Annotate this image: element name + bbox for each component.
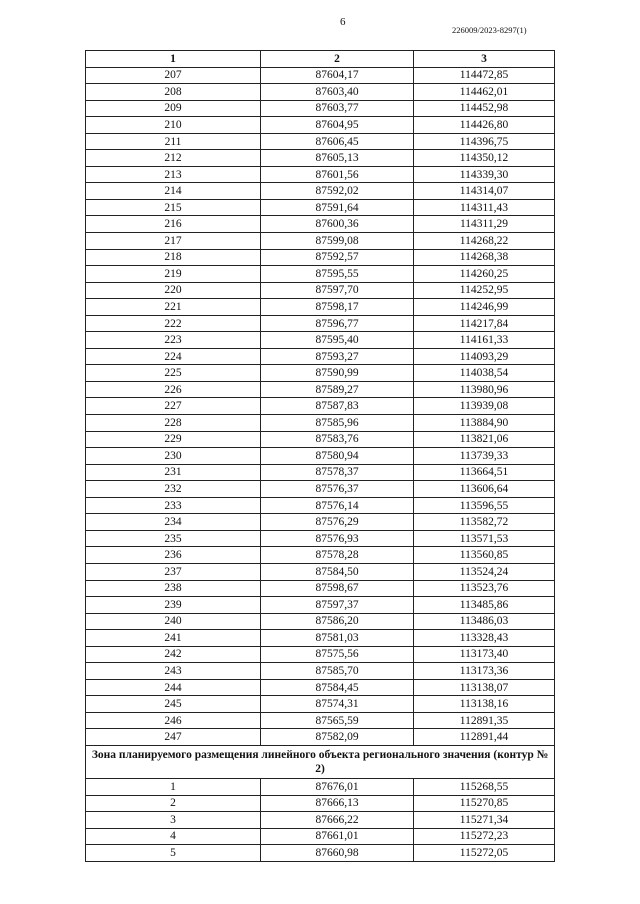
point-number-cell: 244 [86,679,261,696]
point-number-cell: 218 [86,249,261,266]
x-coordinate-cell: 87590,99 [261,365,414,382]
y-coordinate-cell: 114452,98 [414,100,555,117]
x-coordinate-cell: 87604,17 [261,67,414,84]
point-number-cell: 242 [86,646,261,663]
y-coordinate-cell: 113571,53 [414,530,555,547]
point-number-cell: 217 [86,233,261,250]
y-coordinate-cell: 114038,54 [414,365,555,382]
table-row [86,795,555,812]
y-coordinate-cell: 114311,29 [414,216,555,233]
point-number-cell: 237 [86,563,261,580]
x-coordinate-cell: 87587,83 [261,398,414,415]
table-row [86,199,555,216]
y-coordinate-cell: 114311,43 [414,199,555,216]
point-number-cell: 230 [86,448,261,465]
point-number-cell: 222 [86,315,261,332]
table-row [86,497,555,514]
x-coordinate-cell: 87604,95 [261,117,414,134]
x-coordinate-cell: 87593,27 [261,348,414,365]
y-coordinate-cell: 113739,33 [414,448,555,465]
table-row [86,117,555,134]
x-coordinate-cell: 87578,37 [261,464,414,481]
y-coordinate-cell: 114426,80 [414,117,555,134]
y-coordinate-cell: 114472,85 [414,67,555,84]
y-coordinate-cell: 113821,06 [414,431,555,448]
table-row [86,646,555,663]
point-number-cell: 226 [86,381,261,398]
table-row [86,348,555,365]
section-header-row [86,745,555,778]
table-row [86,845,555,862]
x-coordinate-cell: 87603,40 [261,84,414,101]
point-number-cell: 239 [86,597,261,614]
table-row [86,150,555,167]
point-number-cell: 221 [86,299,261,316]
y-coordinate-cell: 113173,40 [414,646,555,663]
table-row [86,332,555,349]
y-coordinate-cell: 115272,23 [414,828,555,845]
y-coordinate-cell: 113884,90 [414,415,555,432]
y-coordinate-cell: 113560,85 [414,547,555,564]
y-coordinate-cell: 112891,44 [414,729,555,746]
section-title: Зона планируемого размещения линейного объекта регионального значения (контур № 2) [86,745,555,778]
x-coordinate-cell: 87576,14 [261,497,414,514]
x-coordinate-cell: 87606,45 [261,133,414,150]
point-number-cell: 220 [86,282,261,299]
point-number-cell: 232 [86,481,261,498]
table-row [86,249,555,266]
x-coordinate-cell: 87576,93 [261,530,414,547]
point-number-cell: 225 [86,365,261,382]
point-number-cell: 238 [86,580,261,597]
y-coordinate-cell: 114396,75 [414,133,555,150]
x-coordinate-cell: 87584,45 [261,679,414,696]
x-coordinate-cell: 87583,76 [261,431,414,448]
point-number-cell: 216 [86,216,261,233]
y-coordinate-cell: 115268,55 [414,778,555,795]
table-row [86,365,555,382]
table-row [86,233,555,250]
point-number-cell: 235 [86,530,261,547]
x-coordinate-cell: 87565,59 [261,712,414,729]
x-coordinate-cell: 87589,27 [261,381,414,398]
x-coordinate-cell: 87595,40 [261,332,414,349]
point-number-cell: 233 [86,497,261,514]
y-coordinate-cell: 114462,01 [414,84,555,101]
table-row [86,266,555,283]
table-row [86,696,555,713]
y-coordinate-cell: 115270,85 [414,795,555,812]
y-coordinate-cell: 114161,33 [414,332,555,349]
x-coordinate-cell: 87584,50 [261,563,414,580]
y-coordinate-cell: 113664,51 [414,464,555,481]
x-coordinate-cell: 87597,37 [261,597,414,614]
y-coordinate-cell: 114350,12 [414,150,555,167]
table-row [86,299,555,316]
table-row [86,630,555,647]
table-row [86,166,555,183]
x-coordinate-cell: 87576,29 [261,514,414,531]
point-number-cell: 236 [86,547,261,564]
y-coordinate-cell: 113173,36 [414,663,555,680]
table-row [86,315,555,332]
point-number-cell: 5 [86,845,261,862]
x-coordinate-cell: 87601,56 [261,166,414,183]
y-coordinate-cell: 113138,16 [414,696,555,713]
y-coordinate-cell: 113582,72 [414,514,555,531]
point-number-cell: 247 [86,729,261,746]
table-row [86,514,555,531]
y-coordinate-cell: 114217,84 [414,315,555,332]
table-row [86,481,555,498]
table-row [86,381,555,398]
x-coordinate-cell: 87676,01 [261,778,414,795]
table-row [86,398,555,415]
y-coordinate-cell: 113523,76 [414,580,555,597]
x-coordinate-cell: 87575,56 [261,646,414,663]
table-header-row [86,51,555,68]
table-row [86,431,555,448]
y-coordinate-cell: 114093,29 [414,348,555,365]
point-number-cell: 241 [86,630,261,647]
x-coordinate-cell: 87605,13 [261,150,414,167]
y-coordinate-cell: 113486,03 [414,613,555,630]
x-coordinate-cell: 87591,64 [261,199,414,216]
point-number-cell: 228 [86,415,261,432]
x-coordinate-cell: 87599,08 [261,233,414,250]
point-number-cell: 245 [86,696,261,713]
table-row [86,100,555,117]
y-coordinate-cell: 114252,95 [414,282,555,299]
x-coordinate-cell: 87598,67 [261,580,414,597]
x-coordinate-cell: 87595,55 [261,266,414,283]
table-row [86,67,555,84]
page-number: 6 [340,16,346,28]
point-number-cell: 215 [86,199,261,216]
point-number-cell: 209 [86,100,261,117]
x-coordinate-cell: 87598,17 [261,299,414,316]
x-coordinate-cell: 87603,77 [261,100,414,117]
x-coordinate-cell: 87574,31 [261,696,414,713]
x-coordinate-cell: 87580,94 [261,448,414,465]
y-coordinate-cell: 113524,24 [414,563,555,580]
x-coordinate-cell: 87581,03 [261,630,414,647]
y-coordinate-cell: 113596,55 [414,497,555,514]
point-number-cell: 1 [86,778,261,795]
column-header-3: 3 [414,51,555,68]
y-coordinate-cell: 114260,25 [414,266,555,283]
point-number-cell: 246 [86,712,261,729]
point-number-cell: 208 [86,84,261,101]
table-row [86,183,555,200]
table-row [86,415,555,432]
x-coordinate-cell: 87596,77 [261,315,414,332]
table-row [86,216,555,233]
x-coordinate-cell: 87592,02 [261,183,414,200]
x-coordinate-cell: 87585,96 [261,415,414,432]
column-header-1: 1 [86,51,261,68]
y-coordinate-cell: 113606,64 [414,481,555,498]
point-number-cell: 223 [86,332,261,349]
y-coordinate-cell: 113939,08 [414,398,555,415]
point-number-cell: 211 [86,133,261,150]
x-coordinate-cell: 87666,13 [261,795,414,812]
point-number-cell: 231 [86,464,261,481]
document-id: 226009/2023-8297(1) [452,25,527,35]
point-number-cell: 2 [86,795,261,812]
table-row [86,712,555,729]
table-row [86,828,555,845]
point-number-cell: 214 [86,183,261,200]
point-number-cell: 210 [86,117,261,134]
table-body-contour-1 [86,67,555,745]
point-number-cell: 229 [86,431,261,448]
table-row [86,729,555,746]
table-row [86,84,555,101]
table-row [86,580,555,597]
table-row [86,448,555,465]
section-header-body [86,745,555,778]
x-coordinate-cell: 87597,70 [261,282,414,299]
y-coordinate-cell: 114268,38 [414,249,555,266]
point-number-cell: 234 [86,514,261,531]
table-row [86,613,555,630]
x-coordinate-cell: 87582,09 [261,729,414,746]
y-coordinate-cell: 114339,30 [414,166,555,183]
y-coordinate-cell: 112891,35 [414,712,555,729]
column-header-2: 2 [261,51,414,68]
x-coordinate-cell: 87666,22 [261,812,414,829]
point-number-cell: 4 [86,828,261,845]
table-row [86,597,555,614]
point-number-cell: 219 [86,266,261,283]
x-coordinate-cell: 87576,37 [261,481,414,498]
table-row [86,547,555,564]
y-coordinate-cell: 115271,34 [414,812,555,829]
table-row [86,133,555,150]
y-coordinate-cell: 114268,22 [414,233,555,250]
table-row [86,778,555,795]
y-coordinate-cell: 113328,43 [414,630,555,647]
x-coordinate-cell: 87592,57 [261,249,414,266]
table-body-contour-2 [86,778,555,861]
point-number-cell: 240 [86,613,261,630]
table-row [86,679,555,696]
x-coordinate-cell: 87600,36 [261,216,414,233]
point-number-cell: 3 [86,812,261,829]
x-coordinate-cell: 87660,98 [261,845,414,862]
y-coordinate-cell: 114246,99 [414,299,555,316]
table-row [86,530,555,547]
table-row [86,464,555,481]
x-coordinate-cell: 87586,20 [261,613,414,630]
y-coordinate-cell: 113138,07 [414,679,555,696]
table-row [86,563,555,580]
table-row [86,282,555,299]
point-number-cell: 213 [86,166,261,183]
point-number-cell: 224 [86,348,261,365]
x-coordinate-cell: 87661,01 [261,828,414,845]
table-row [86,812,555,829]
point-number-cell: 243 [86,663,261,680]
point-number-cell: 212 [86,150,261,167]
y-coordinate-cell: 114314,07 [414,183,555,200]
y-coordinate-cell: 113980,96 [414,381,555,398]
point-number-cell: 227 [86,398,261,415]
x-coordinate-cell: 87578,28 [261,547,414,564]
point-number-cell: 207 [86,67,261,84]
x-coordinate-cell: 87585,70 [261,663,414,680]
coordinates-table [85,50,555,862]
table-row [86,663,555,680]
y-coordinate-cell: 115272,05 [414,845,555,862]
y-coordinate-cell: 113485,86 [414,597,555,614]
